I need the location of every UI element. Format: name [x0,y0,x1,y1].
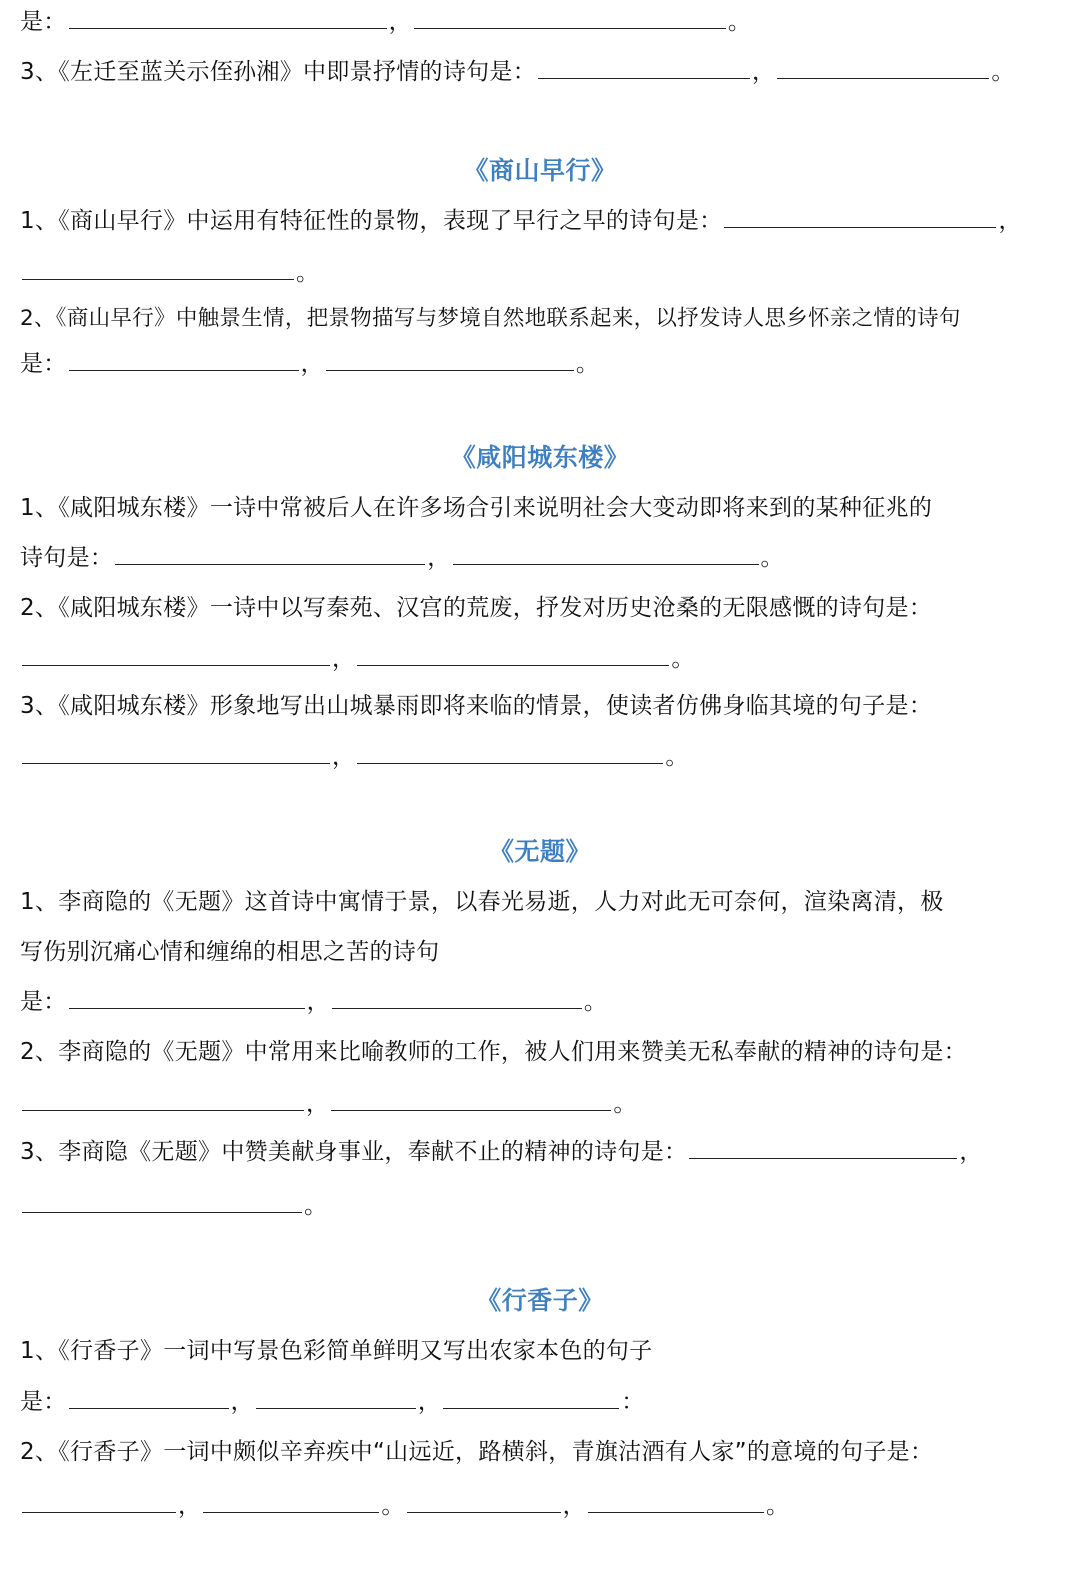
wuti-q3 [20,1136,983,1168]
comma: ， [959,1139,983,1165]
xingxiangzi-q2 [20,1436,933,1468]
period: 。 [583,989,608,1015]
section-title-xianyang: 《咸阳城东楼》 [450,443,630,472]
period: 。 [575,351,600,377]
answer-blank[interactable] [22,1490,176,1513]
section-title-xingxiangzi: 《行香子》 [476,1286,604,1315]
wuti-q3-text: 3、李商隐《无题》中赞美献身事业，奉献不止的精神的诗句是： [20,1139,688,1165]
period: 。 [381,1493,405,1519]
answer-blank[interactable] [22,1088,304,1111]
period: 。 [671,646,695,672]
period: 。 [613,1091,637,1117]
answer-blank[interactable] [69,1386,229,1409]
answer-blank[interactable] [22,1190,302,1213]
colon: ： [621,1389,645,1415]
answer-blank[interactable] [453,542,759,565]
answer-blank[interactable] [357,741,663,764]
xingxiangzi-q1-answer-line [20,1386,645,1418]
xingxiangzi-q2-answer-line [20,1490,789,1522]
wuti-q1 [20,886,944,918]
wuti-q2-text: 2、李商隐的《无题》中常用来比喻教师的工作，被人们用来赞美无私奉献的精神的诗句是： [20,1039,967,1065]
comma: ， [306,1091,330,1117]
period: 。 [304,1193,328,1219]
wuti-q3-cont [20,1190,327,1222]
answer-blank[interactable] [69,348,299,371]
wuti-q1-text2: 写伤别沉痛心情和缠绵的相思之苦的诗句 [20,939,440,965]
answer-blank[interactable] [22,741,330,764]
section-title-wuti: 《无题》 [488,837,591,866]
answer-blank[interactable] [414,6,726,29]
section-title-shangshan: 《商山早行》 [463,156,617,185]
period: 。 [665,744,689,770]
comma: ， [562,1493,586,1519]
answer-blank[interactable] [203,1490,379,1513]
period: 。 [296,260,320,286]
comma: ， [178,1493,202,1519]
xianyang-q1 [20,492,932,524]
xingxiangzi-q1-text: 1、《行香子》一词中写景色彩简单鲜明又写出农家本色的句子 [20,1338,653,1364]
comma: ， [417,1389,442,1415]
answer-blank[interactable] [115,542,425,565]
comma: ， [300,351,324,377]
comma: ， [306,989,330,1015]
xianyang-q3 [20,690,932,722]
period: 。 [765,1493,790,1519]
period: 。 [727,9,752,35]
xianyang-q3-text: 3、《咸阳城东楼》形象地写出山城暴雨即将来临的情景，使读者仿佛身临其境的句子是： [20,693,933,719]
intro-q3 [20,56,1015,88]
answer-blank[interactable] [443,1386,619,1409]
comma: ， [332,646,356,672]
intro-q3-text: 3、《左迁至蓝关示侄孙湘》中即景抒情的诗句是： [20,59,537,85]
answer-blank[interactable] [777,56,989,79]
answer-blank[interactable] [588,1490,764,1513]
answer-blank[interactable] [22,257,294,280]
answer-blank[interactable] [331,1088,611,1111]
comma: ， [998,208,1022,234]
comma: ， [752,59,776,85]
comma: ， [427,545,451,571]
xingxiangzi-q1 [20,1335,653,1367]
xianyang-q1-tail: 诗句是： [20,545,114,571]
period: 。 [760,545,784,571]
shangshan-q1-text: 1、《商山早行》中运用有特征性的景物，表现了早行之早的诗句是： [20,208,723,234]
comma: ， [332,744,356,770]
answer-blank[interactable] [357,643,669,666]
answer-blank[interactable] [69,986,305,1009]
intro-q2-tail: 是： [20,9,67,35]
wuti-q1-tail: 是： [20,989,67,1015]
xianyang-q1-answer-line [20,542,784,574]
comma: ， [230,1389,254,1415]
wuti-q1-cont [20,936,439,968]
answer-blank[interactable] [538,56,750,79]
shangshan-q2 [20,303,961,335]
comma: ， [388,9,412,35]
answer-blank[interactable] [256,1386,416,1409]
wuti-q1-answer-line [20,986,607,1018]
wuti-q2 [20,1036,967,1068]
answer-blank[interactable] [326,348,574,371]
xianyang-q1-text: 1、《咸阳城东楼》一诗中常被后人在许多场合引来说明社会大变动即将来到的某种征兆的 [20,495,933,521]
intro-q2-answer-line [20,6,751,38]
shangshan-q2-tail: 是： [20,351,67,377]
answer-blank[interactable] [22,643,330,666]
shangshan-q1-cont [20,257,319,289]
shangshan-q2-answer-line [20,348,599,380]
xianyang-q2-answer-line [20,643,695,675]
xianyang-q2-text: 2、《咸阳城东楼》一诗中以写秦苑、汉宫的荒废，抒发对历史沧桑的无限感慨的诗句是： [20,595,933,621]
xianyang-q3-answer-line [20,741,689,773]
xianyang-q2 [20,592,932,624]
xingxiangzi-q2-text: 2、《行香子》一词中颇似辛弃疾中“山远近，路横斜，青旗沽酒有人家”的意境的句子是： [20,1439,934,1465]
period: 。 [991,59,1015,85]
answer-blank[interactable] [689,1136,957,1159]
answer-blank[interactable] [332,986,582,1009]
answer-blank[interactable] [724,205,996,228]
xingxiangzi-q1-tail: 是： [20,1389,67,1415]
shangshan-q1 [20,205,1022,237]
answer-blank[interactable] [407,1490,561,1513]
answer-blank[interactable] [69,6,387,29]
shangshan-q2-text: 2、《商山早行》中触景生情，把景物描写与梦境自然地联系起来，以抒发诗人思乡怀亲之情的诗句 [20,306,961,331]
wuti-q1-text: 1、李商隐的《无题》这首诗中寓情于景，以春光易逝，人力对此无可奈何，渲染离清，极 [20,889,944,915]
wuti-q2-answer-line [20,1088,637,1120]
